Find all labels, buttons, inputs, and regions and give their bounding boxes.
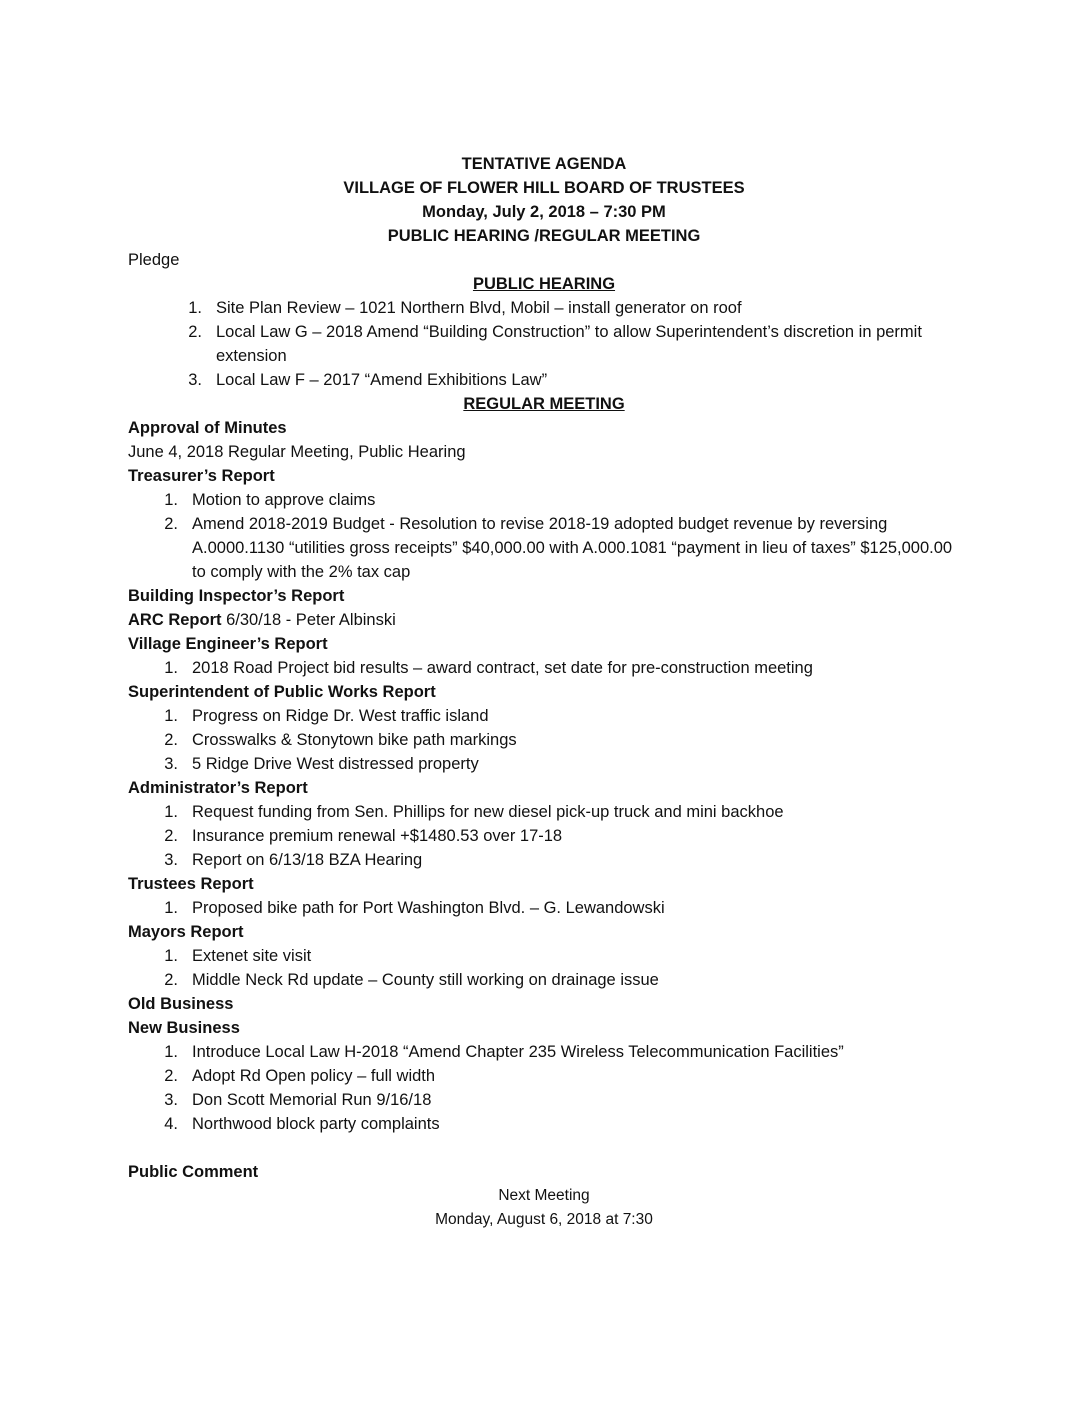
list-item xyxy=(128,848,960,872)
list-number: 2. xyxy=(164,827,178,845)
list-number: 1. xyxy=(164,899,178,917)
list-item-text: Motion to approve claims xyxy=(192,491,376,509)
list-item xyxy=(128,1040,960,1064)
trustees-report-heading: Trustees Report xyxy=(128,875,254,893)
list-item-text: Adopt Rd Open policy – full width xyxy=(192,1067,436,1085)
list-number: 2. xyxy=(188,323,202,341)
list-item xyxy=(128,296,960,320)
arc-report-line xyxy=(128,608,960,632)
new-business-heading: New Business xyxy=(128,1019,240,1037)
list-number: 3. xyxy=(164,755,178,773)
list-item-text: Extenet site visit xyxy=(192,947,312,965)
list-item xyxy=(128,968,960,992)
public-comment-heading: Public Comment xyxy=(128,1163,259,1181)
list-number: 3. xyxy=(188,371,202,389)
spacer xyxy=(128,1136,960,1160)
list-item xyxy=(128,752,960,776)
list-item xyxy=(128,944,960,968)
list-item xyxy=(128,824,960,848)
old-business-heading: Old Business xyxy=(128,995,234,1013)
arc-report-heading: ARC Report xyxy=(128,611,222,629)
list-item xyxy=(128,704,960,728)
list-item xyxy=(128,728,960,752)
list-item xyxy=(128,896,960,920)
list-number: 1. xyxy=(164,803,178,821)
list-item-text: Report on 6/13/18 BZA Hearing xyxy=(192,851,423,869)
list-item-text: Don Scott Memorial Run 9/16/18 xyxy=(192,1091,432,1109)
list-number: 1. xyxy=(164,947,178,965)
list-number: 4. xyxy=(164,1115,178,1133)
list-item xyxy=(128,368,960,392)
superintendent-heading: Superintendent of Public Works Report xyxy=(128,683,436,701)
approval-of-minutes-text: June 4, 2018 Regular Meeting, Public Hearing xyxy=(128,443,466,461)
list-item xyxy=(128,1112,960,1136)
list-item-text: Insurance premium renewal +$1480.53 over 17-18 xyxy=(192,827,563,845)
list-item-text: Progress on Ridge Dr. West traffic island xyxy=(192,707,489,725)
administrator-heading: Administrator’s Report xyxy=(128,779,308,797)
list-item xyxy=(128,800,960,824)
treasurer-report-heading: Treasurer’s Report xyxy=(128,467,275,485)
list-number: 1. xyxy=(164,659,178,677)
list-item xyxy=(128,656,960,680)
list-item-text: Introduce Local Law H-2018 “Amend Chapter 235 Wireless Telecommunication Facilities” xyxy=(192,1043,844,1061)
list-number: 1. xyxy=(164,1043,178,1061)
list-item-text: Local Law F – 2017 “Amend Exhibitions Law” xyxy=(216,371,548,389)
list-number: 1. xyxy=(188,299,202,317)
list-item xyxy=(128,512,960,584)
list-item xyxy=(128,1088,960,1112)
village-engineer-heading: Village Engineer’s Report xyxy=(128,635,328,653)
list-item-text: Local Law G – 2018 Amend “Building Construction” to allow Superintendent’s discretion in permit extension xyxy=(216,323,922,365)
list-number: 3. xyxy=(164,1091,178,1109)
list-item-text: Crosswalks & Stonytown bike path markings xyxy=(192,731,517,749)
list-item xyxy=(128,320,960,368)
list-item-text: Proposed bike path for Port Washington Blvd. – G. Lewandowski xyxy=(192,899,665,917)
doc-subtitle-board: VILLAGE OF FLOWER HILL BOARD OF TRUSTEES xyxy=(343,179,745,197)
doc-subtitle-date: Monday, July 2, 2018 – 7:30 PM xyxy=(422,203,666,221)
list-item-text: Amend 2018-2019 Budget - Resolution to revise 2018-19 adopted budget revenue by reversing A.0000.1130 “utilities gross receipts” $40,000.00 with A.000.1081 “payment in lieu of taxes” $125,000.00 to comply with the 2% tax cap xyxy=(192,515,953,581)
list-item xyxy=(128,1064,960,1088)
list-number: 2. xyxy=(164,515,178,533)
list-number: 2. xyxy=(164,731,178,749)
regular-meeting-heading: REGULAR MEETING xyxy=(463,395,625,413)
list-number: 1. xyxy=(164,491,178,509)
arc-report-text: 6/30/18 - Peter Albinski xyxy=(226,611,396,629)
list-number: 1. xyxy=(164,707,178,725)
list-number: 3. xyxy=(164,851,178,869)
list-item-text: Northwood block party complaints xyxy=(192,1115,440,1133)
next-meeting-date: Monday, August 6, 2018 at 7:30 xyxy=(435,1211,653,1228)
list-item-text: Request funding from Sen. Phillips for new diesel pick-up truck and mini backhoe xyxy=(192,803,784,821)
agenda-document xyxy=(128,152,960,1232)
doc-subtitle-meeting-type: PUBLIC HEARING /REGULAR MEETING xyxy=(387,227,701,245)
doc-title: TENTATIVE AGENDA xyxy=(461,155,627,173)
list-item-text: Site Plan Review – 1021 Northern Blvd, Mobil – install generator on roof xyxy=(216,299,742,317)
public-hearing-heading: PUBLIC HEARING xyxy=(472,275,616,293)
list-number: 2. xyxy=(164,1067,178,1085)
list-item-text: 5 Ridge Drive West distressed property xyxy=(192,755,479,773)
approval-of-minutes-heading: Approval of Minutes xyxy=(128,419,287,437)
list-number: 2. xyxy=(164,971,178,989)
next-meeting-label: Next Meeting xyxy=(498,1187,590,1204)
building-inspector-heading: Building Inspector’s Report xyxy=(128,587,345,605)
list-item-text: 2018 Road Project bid results – award contract, set date for pre-construction meeting xyxy=(192,659,813,677)
list-item xyxy=(128,488,960,512)
pledge-line: Pledge xyxy=(128,251,180,269)
list-item-text: Middle Neck Rd update – County still working on drainage issue xyxy=(192,971,659,989)
mayors-report-heading: Mayors Report xyxy=(128,923,244,941)
